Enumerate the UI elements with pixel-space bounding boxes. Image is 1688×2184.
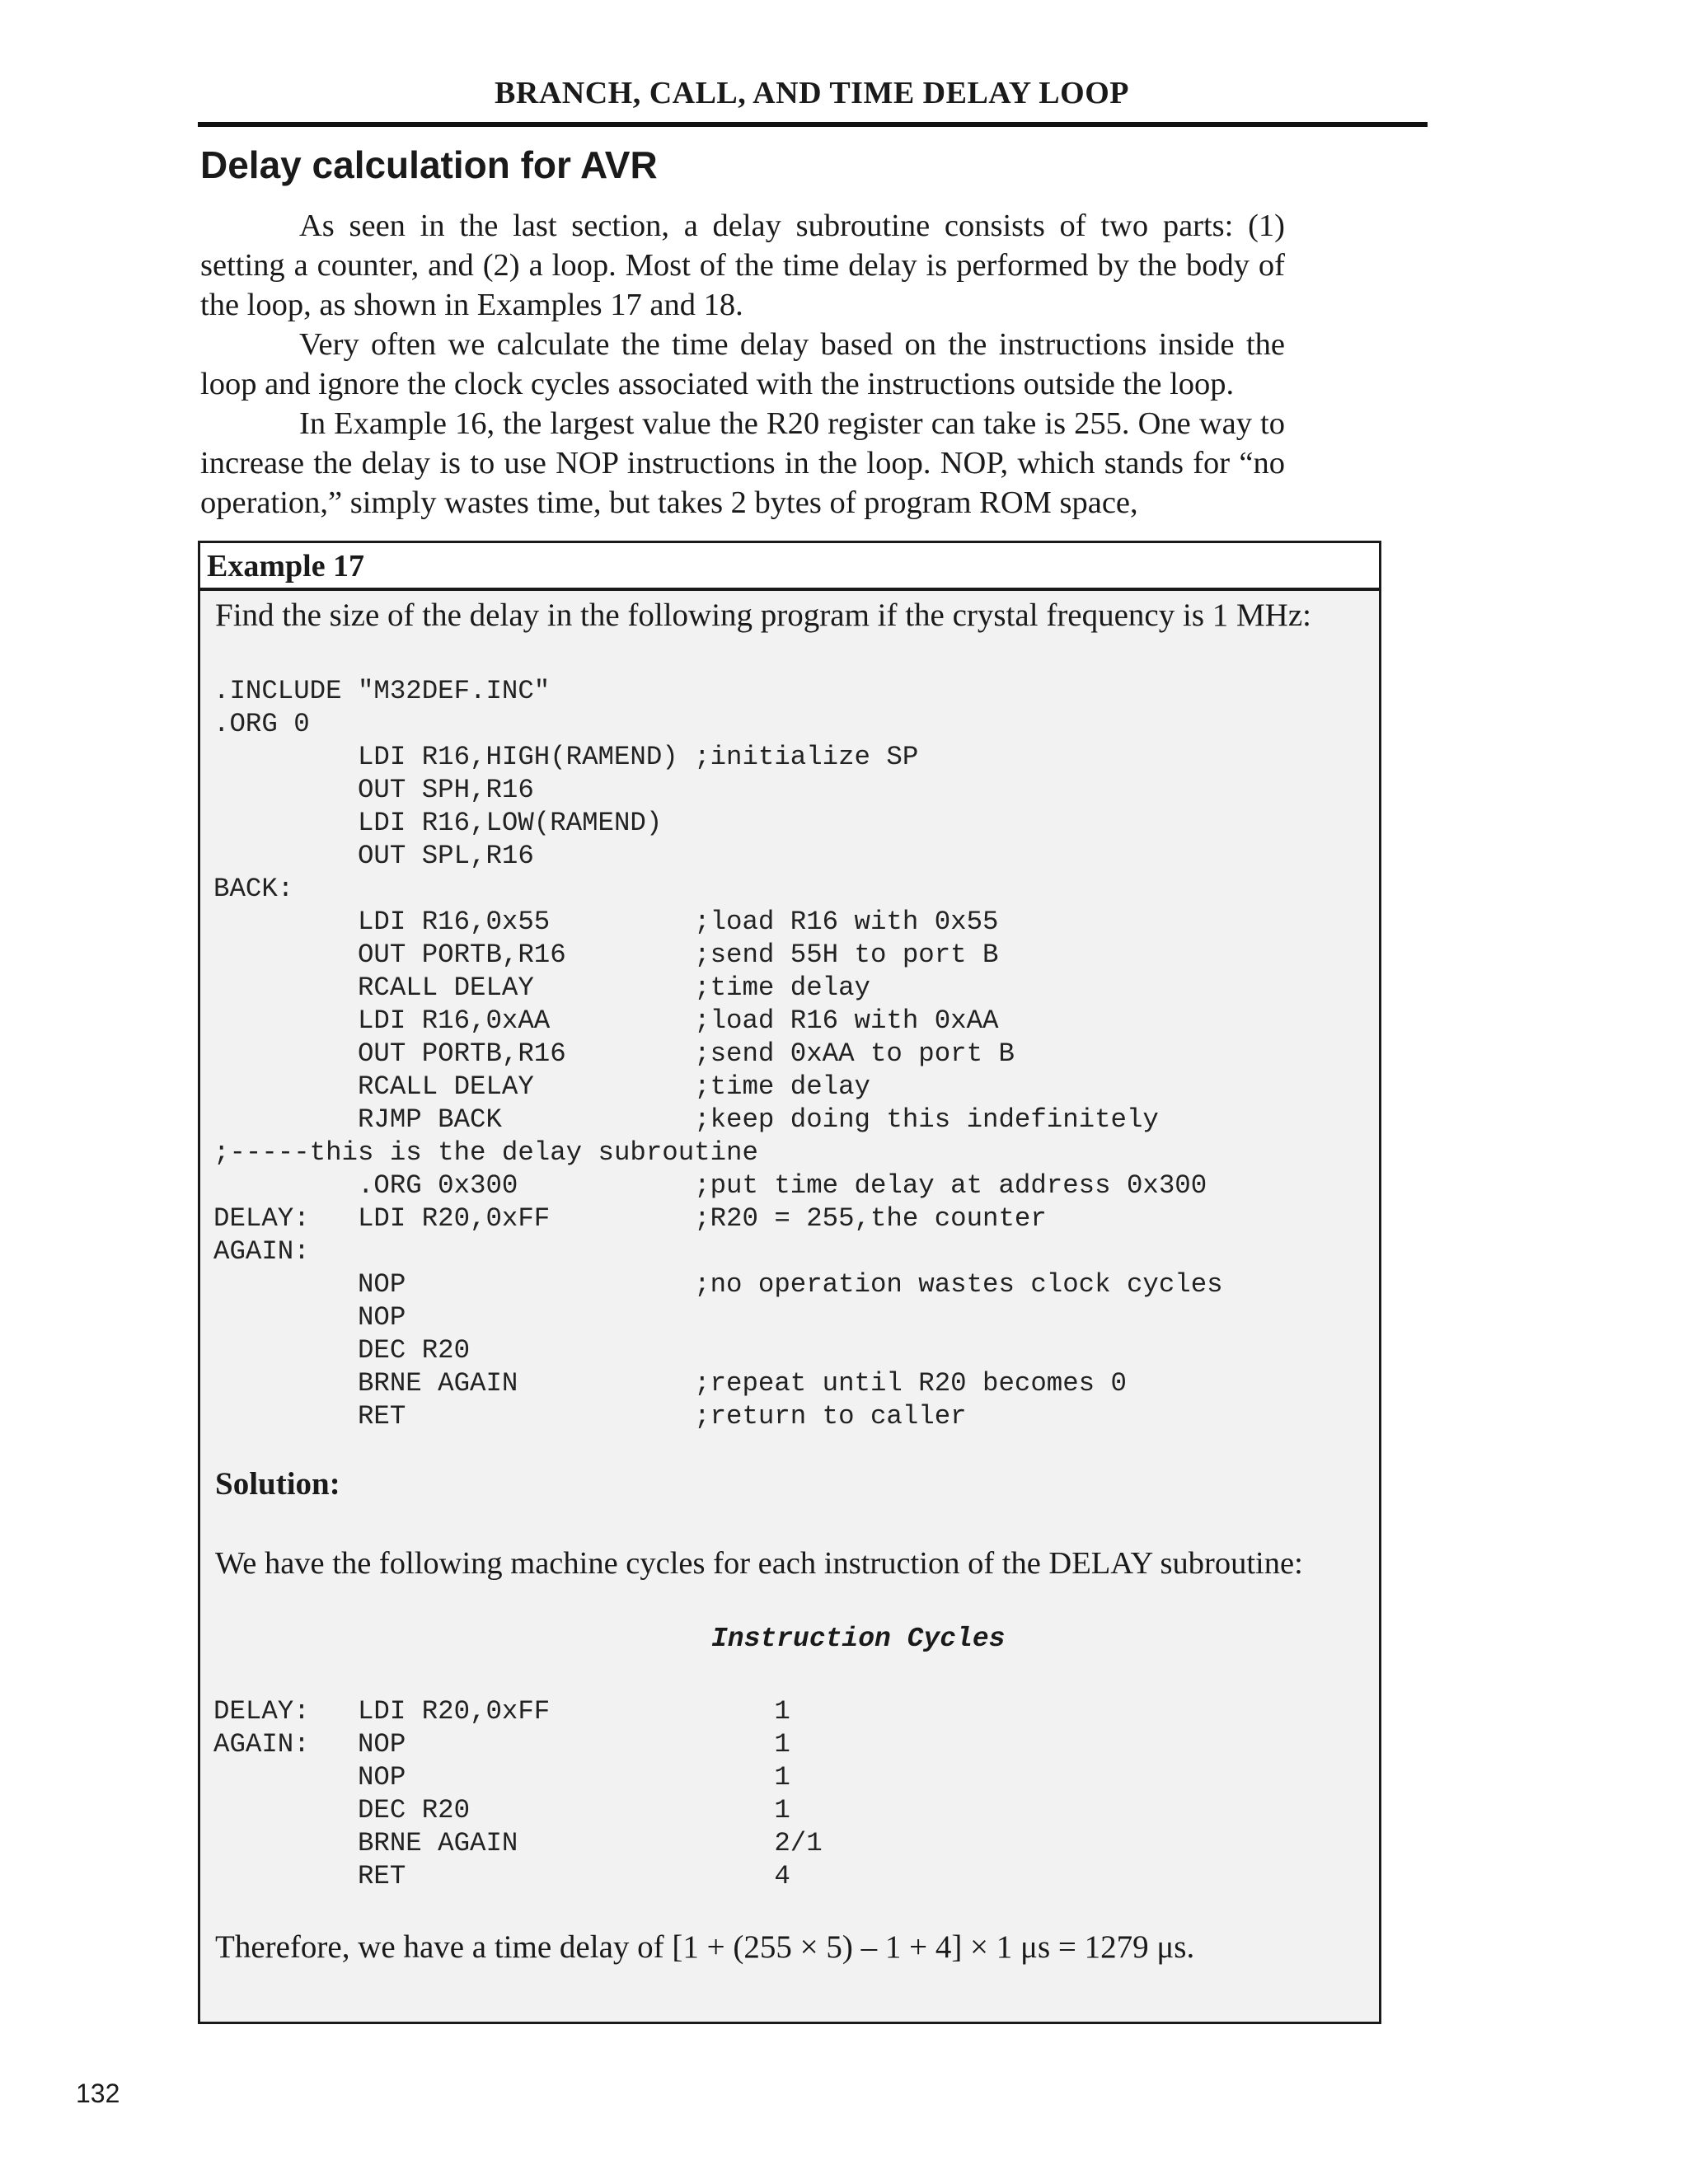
- body-text: [200, 206, 1285, 523]
- paragraph-2: Very often we calculate the time delay based on the instructions inside the loop and ignore the clock cycles associated with the instructions outside the loop.: [200, 327, 1285, 401]
- paragraph-3: In Example 16, the largest value the R20 register can take is 255. One way to increase the delay is to use NOP instructions in the loop. NOP, which stands for “no operation,” simply wastes time, but takes 2 bytes of program ROM space,: [200, 406, 1285, 520]
- example-question: Find the size of the delay in the following program if the crystal frequency is 1 MHz:: [215, 598, 1311, 633]
- cycle-table: DELAY: LDI R20,0xFF 1 AGAIN: NOP 1 NOP 1 DEC R20 1 BRNE AGAIN 2/1 RET 4: [213, 1696, 823, 1891]
- code-listing: .INCLUDE "M32DEF.INC" .ORG 0 LDI R16,HIGH(RAMEND) ;initialize SP OUT SPH,R16 LDI R16,LOW(RAMEND) OUT SPL,R16 BACK: LDI R16,0x55 ;load R16 with 0x55 OUT PORTB,R16 ;send 55H to port B RCALL DELAY ;time delay LDI R16,0xAA ;load R16 with 0xAA OUT PORTB,R16 ;send 0xAA to port B RCALL DELAY ;time delay RJMP BACK ;keep doing this indefinitely ;-----this is the delay subroutine .ORG 0x300 ;put time delay at address 0x300 DELAY: LDI R20,0xFF ;R20 = 255,the counter AGAIN: NOP ;no operation wastes clock cycles NOP DEC R20 BRNE AGAIN ;repeat until R20 becomes 0 RET ;return to caller: [213, 676, 1223, 1432]
- solution-conclusion: Therefore, we have a time delay of [1 + (255 × 5) – 1 + 4] × 1 μs = 1279 μs.: [215, 1929, 1195, 1965]
- example-title: Example 17: [200, 543, 1379, 591]
- section-title: Delay calculation for AVR: [200, 143, 658, 186]
- paragraph-1: As seen in the last section, a delay subroutine consists of two parts: (1) setting a counter, and (2) a loop. Most of the time delay is performed by the body of the loop, as shown in Examples 17 and 18.: [200, 209, 1285, 322]
- page-number: 132: [76, 2079, 120, 2108]
- cycle-table-heading: Instruction Cycles: [711, 1624, 1006, 1654]
- example-box: [198, 541, 1381, 2024]
- running-head: BRANCH, CALL, AND TIME DELAY LOOP: [495, 76, 1129, 110]
- solution-intro: We have the following machine cycles for each instruction of the DELAY subroutine:: [215, 1546, 1303, 1581]
- solution-label: Solution:: [215, 1466, 340, 1502]
- header-rule: [198, 122, 1428, 127]
